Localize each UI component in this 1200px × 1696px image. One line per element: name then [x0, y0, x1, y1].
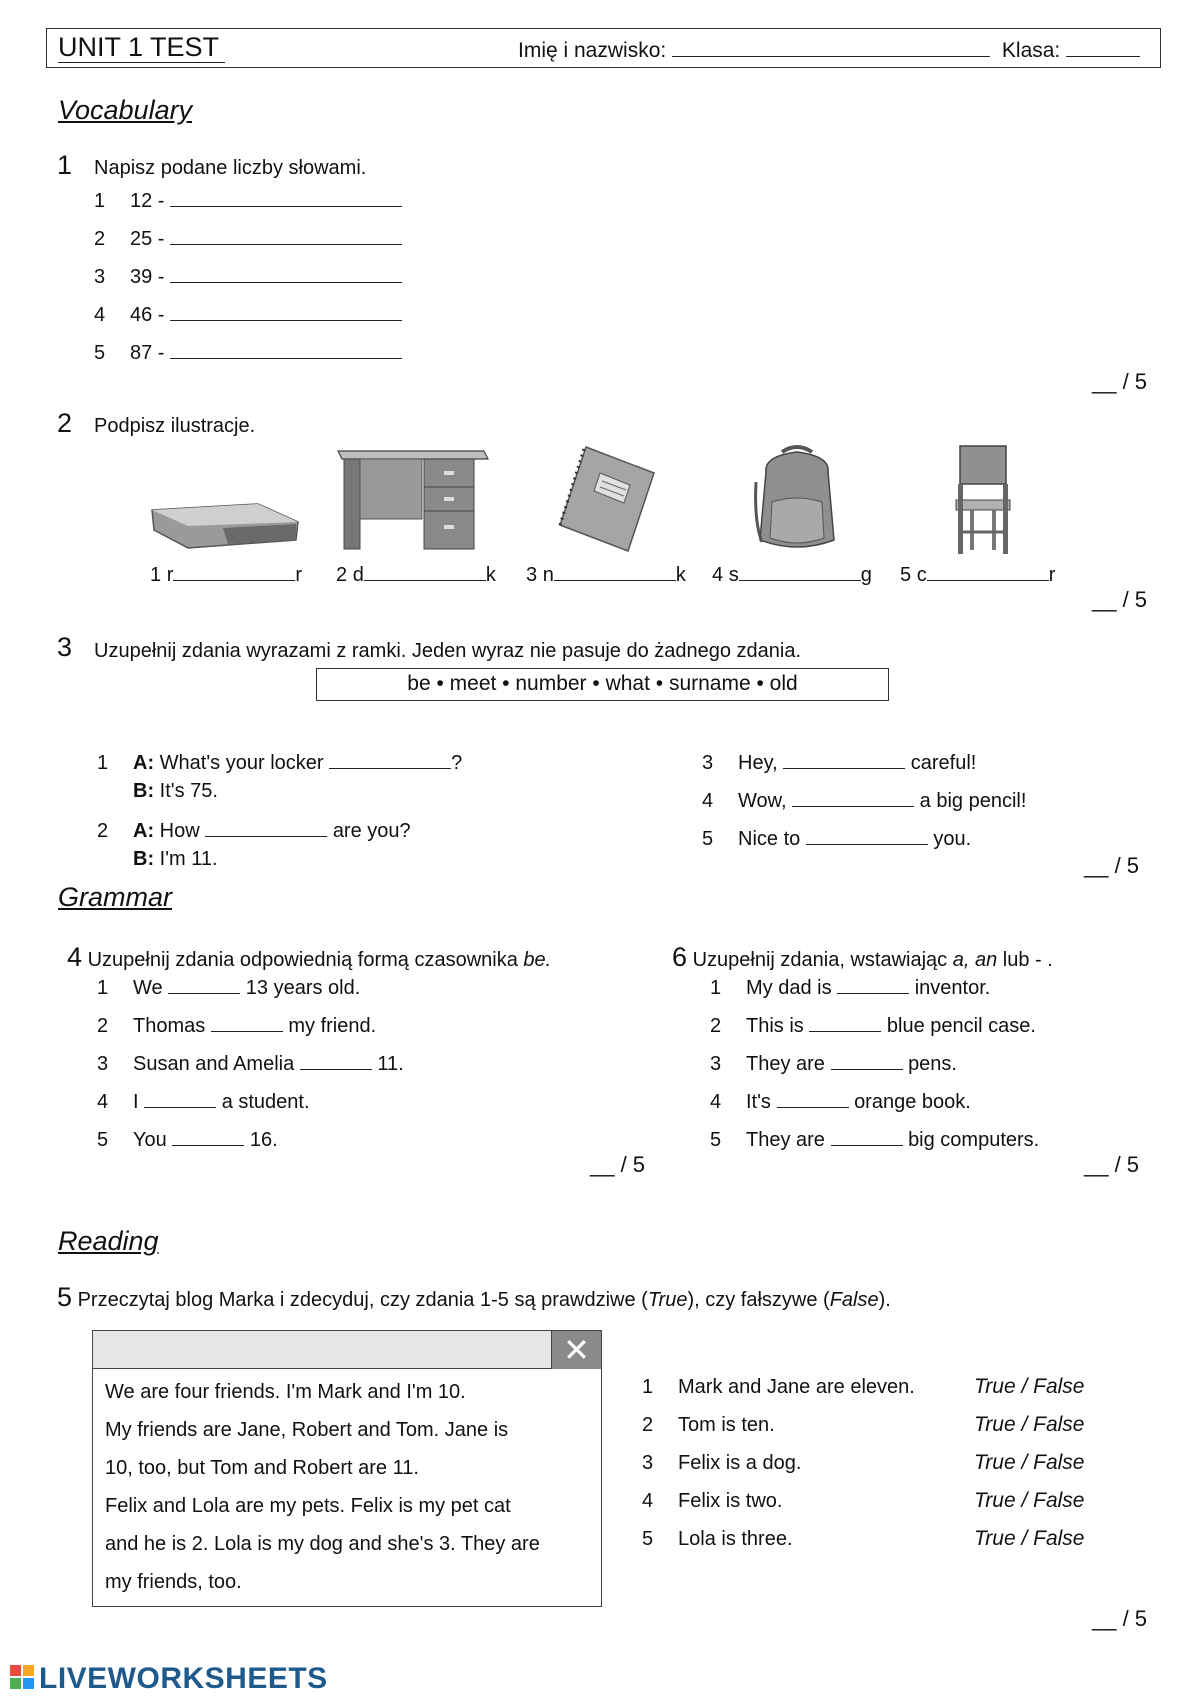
section-reading: Reading [58, 1226, 159, 1256]
ex4-score: __ / 5 [590, 1152, 646, 1177]
answer-field[interactable] [777, 1089, 849, 1108]
ex2-item: 4 s g [712, 564, 872, 586]
ex3-item: 2 A: How are you? [97, 820, 411, 842]
true-false-choice[interactable]: True / False [974, 1527, 1085, 1550]
section-vocabulary: Vocabulary [58, 95, 193, 125]
blog-text: We are four friends. I'm Mark and I'm 10. My friends are Jane, Robert and Tom. Jane is 10, too, but Tom and Robert are 11. Felix and Lola are my pets. Felix is my pet cat and he is 2. Lola is my dog and she's 3. They are my friends, too. [105, 1381, 540, 1593]
true-false-choice[interactable]: True / False [974, 1375, 1085, 1398]
section-grammar: Grammar [58, 882, 172, 912]
answer-field[interactable] [300, 1051, 372, 1070]
ex6-item: 2 This is blue pencil case. [710, 1015, 1036, 1037]
ex4-item: 5 You 16. [97, 1129, 278, 1151]
answer-field[interactable] [170, 340, 402, 359]
ex2-number: 2 [57, 408, 73, 438]
ex4-item: 1 We 13 years old. [97, 977, 361, 999]
answer-field[interactable] [831, 1127, 903, 1146]
answer-field[interactable] [927, 562, 1049, 581]
true-false-choice[interactable]: True / False [974, 1413, 1085, 1436]
ex5-instruction: 5 Przeczytaj blog Marka i zdecyduj, czy zdania 1-5 są prawdziwe (True), czy fałszywe (False). [57, 1282, 891, 1312]
ex1-item: 1 12 - [94, 188, 402, 213]
answer-field[interactable] [170, 188, 402, 207]
tf-statement: 5 Lola is three. [642, 1528, 793, 1550]
word-box: be • meet • number • what • surname • old [316, 668, 889, 701]
answer-field[interactable] [837, 975, 909, 994]
blog-window [92, 1330, 602, 1607]
ex2-item: 2 d k [336, 564, 496, 586]
ex1-item: 3 39 - [94, 264, 402, 289]
ex1-item: 2 25 - [94, 226, 402, 251]
ex4-instruction: 4 Uzupełnij zdania odpowiednią formą czasownika be. [67, 942, 552, 972]
test-title: UNIT 1 TEST [58, 32, 225, 63]
ex3-item: 5 Nice to you. [702, 828, 972, 850]
ex6-item: 4 It's orange book. [710, 1091, 971, 1113]
ex5-score: __ / 5 [1092, 1606, 1148, 1631]
liveworksheets-logo: LIVEWORKSHEETS [10, 1662, 328, 1696]
tf-statement: 2 Tom is ten. [642, 1414, 775, 1436]
ex1-instruction: Napisz podane liczby słowami. [94, 157, 367, 179]
ex6-item: 1 My dad is inventor. [710, 977, 991, 999]
name-class-row [518, 38, 1140, 63]
true-false-choice[interactable]: True / False [974, 1489, 1085, 1512]
answer-field[interactable] [364, 562, 486, 581]
ex6-instruction: 6 Uzupełnij zdania, wstawiając a, an lub - . [672, 942, 1053, 972]
answer-field[interactable] [211, 1013, 283, 1032]
ex1-number: 1 [57, 150, 73, 180]
ex3-reply: B: It's 75. [133, 780, 218, 802]
ex6-score: __ / 5 [1084, 1152, 1140, 1177]
answer-field[interactable] [806, 826, 928, 845]
answer-field[interactable] [168, 975, 240, 994]
ex3-instruction: Uzupełnij zdania wyrazami z ramki. Jeden wyraz nie pasuje do żadnego zdania. [94, 640, 802, 662]
ex3-reply: B: I'm 11. [133, 848, 218, 870]
answer-field[interactable] [170, 226, 402, 245]
answer-field[interactable] [554, 562, 676, 581]
answer-field[interactable] [172, 1127, 244, 1146]
class-label: Klasa: [1001, 39, 1061, 62]
eraser-icon [148, 500, 306, 550]
ex1-score: __ / 5 [1092, 369, 1148, 394]
ex2-instruction: Podpisz ilustracje. [94, 415, 256, 437]
notebook-icon [558, 445, 658, 553]
ex3-item: 3 Hey, careful! [702, 752, 977, 774]
answer-field[interactable] [739, 562, 861, 581]
name-field[interactable] [672, 38, 990, 57]
close-icon[interactable]: ✕ [551, 1331, 601, 1369]
ex4-item: 2 Thomas my friend. [97, 1015, 377, 1037]
ex6-item: 3 They are pens. [710, 1053, 957, 1075]
ex1-item: 4 46 - [94, 302, 402, 327]
ex3-score: __ / 5 [1084, 853, 1140, 878]
ex4-item: 4 I a student. [97, 1091, 310, 1113]
class-field[interactable] [1066, 38, 1140, 57]
desk-icon [336, 445, 490, 553]
answer-field[interactable] [792, 788, 914, 807]
true-false-choice[interactable]: True / False [974, 1451, 1085, 1474]
logo-mark-icon [10, 1665, 36, 1691]
chair-icon [952, 444, 1014, 556]
ex6-item: 5 They are big computers. [710, 1129, 1040, 1151]
ex2-item: 1 r r [150, 564, 303, 586]
tf-statement: 3 Felix is a dog. [642, 1452, 802, 1474]
ex3-item: 4 Wow, a big pencil! [702, 790, 1027, 812]
answer-field[interactable] [170, 264, 402, 283]
ex3-item: 1 A: What's your locker ? [97, 752, 463, 774]
answer-field[interactable] [144, 1089, 216, 1108]
ex2-item: 5 c r [900, 564, 1056, 586]
answer-field[interactable] [783, 750, 905, 769]
schoolbag-icon [752, 442, 842, 554]
ex2-score: __ / 5 [1092, 587, 1148, 612]
ex1-item: 5 87 - [94, 340, 402, 365]
answer-field[interactable] [170, 302, 402, 321]
answer-field[interactable] [205, 818, 327, 837]
name-label: Imię i nazwisko: [518, 39, 667, 62]
ex2-item: 3 n k [526, 564, 686, 586]
ex4-item: 3 Susan and Amelia 11. [97, 1053, 404, 1075]
ex3-number: 3 [57, 632, 73, 662]
answer-field[interactable] [831, 1051, 903, 1070]
tf-statement: 4 Felix is two. [642, 1490, 783, 1512]
answer-field[interactable] [329, 750, 451, 769]
answer-field[interactable] [173, 562, 295, 581]
blog-title-bar [93, 1331, 601, 1369]
tf-statement: 1 Mark and Jane are eleven. [642, 1376, 915, 1398]
answer-field[interactable] [809, 1013, 881, 1032]
